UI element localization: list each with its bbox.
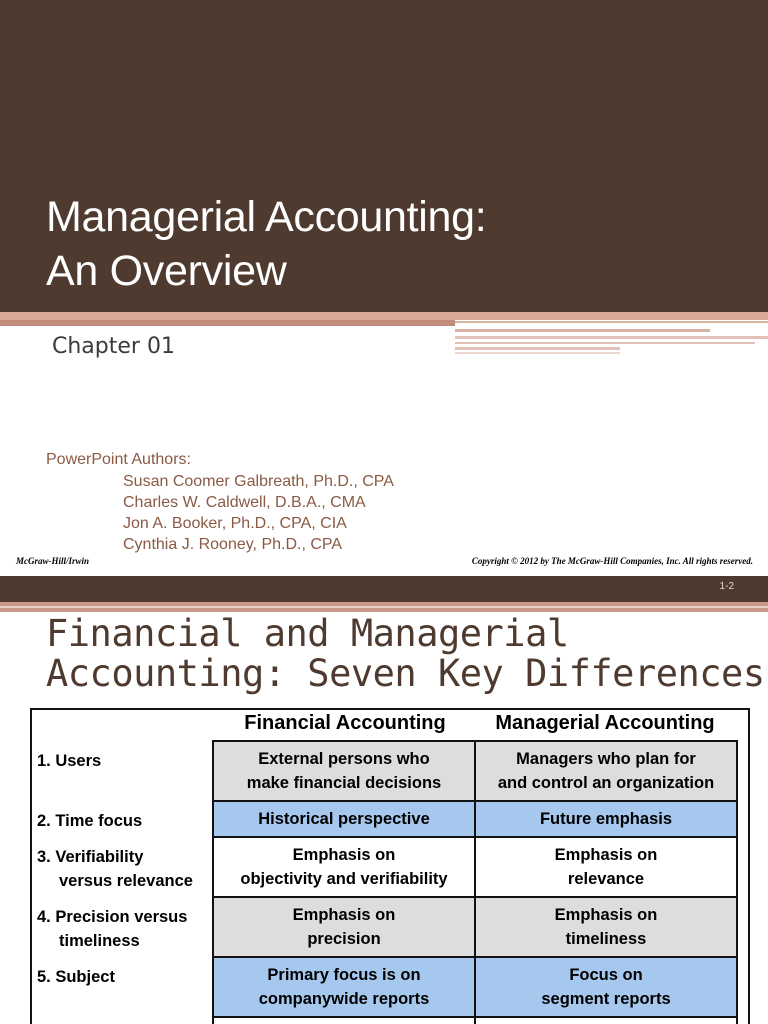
row-label-text: 4. Precision versus [37,908,188,926]
table-cell-financial [212,956,476,1018]
cell-text: Managers who plan for [516,750,696,768]
slide-title [46,614,765,694]
decor-stripe [0,312,768,320]
cell-text: Emphasis on [554,846,658,864]
decor-stripe [0,606,768,608]
cell-text: make financial decisions [246,774,442,792]
publisher-footer: McGraw-Hill/Irwin [16,556,90,566]
table-cell-financial [212,836,476,898]
chapter-label: Chapter 01 [52,334,175,359]
slide-title [46,190,486,298]
cell-text: Emphasis on [554,906,658,924]
cell-text: Primary focus is on [267,966,421,984]
content-slide [0,576,768,1024]
author-name: Cynthia J. Rooney, Ph.D., CPA [123,536,343,553]
author-name: Susan Coomer Galbreath, Ph.D., CPA [123,473,394,490]
table-cell-managerial [474,1016,738,1024]
row-label-text: 5. Subject [37,968,115,986]
cell-text: objectivity and verifiability [240,870,448,888]
row-label-text: 1. Users [37,752,102,770]
slide-title-line1: Managerial Accounting: [46,193,487,241]
column-header-managerial: Managerial Accounting [495,712,715,734]
decor-stripe [455,336,768,339]
decor-stripe [455,329,710,332]
copyright-footer: Copyright © 2012 by The McGraw-Hill Companies, Inc. All rights reserved. [471,556,753,566]
row-label-text: versus relevance [59,872,193,890]
table-cell-managerial [474,956,738,1018]
slide-title-line1: Financial and Managerial [46,612,569,655]
cell-text: precision [307,930,381,948]
slide-title-line2: Accounting: Seven Key Differences [46,652,765,695]
row-label [37,965,115,989]
row-label [37,845,193,893]
row-label-text: 2. Time focus [37,812,143,830]
page-number: 1-2 [719,581,734,592]
cell-text: Focus on [569,966,643,984]
table-cell-managerial [474,896,738,958]
authors-heading: PowerPoint Authors: [46,451,191,468]
row-label [37,809,142,833]
cell-text: Emphasis on [292,906,396,924]
table-cell-financial [212,740,476,802]
decor-stripe [455,321,768,323]
column-header-financial: Financial Accounting [244,712,446,734]
decor-stripe [455,352,620,354]
cell-text: segment reports [541,990,671,1008]
cell-text: Historical perspective [258,810,430,828]
cell-text: Future emphasis [539,810,673,828]
table-cell-financial [212,896,476,958]
decor-stripe [455,342,755,344]
table-cell-financial [212,1016,476,1024]
cell-text: companywide reports [258,990,430,1008]
cell-text: External persons who [258,750,430,768]
cell-text: Emphasis on [292,846,396,864]
authors-list [123,471,394,555]
table-cell-managerial [474,740,738,802]
row-label [37,749,101,773]
cell-text: relevance [567,870,645,888]
decor-stripe [455,347,620,350]
author-name: Jon A. Booker, Ph.D., CPA, CIA [123,515,347,532]
header-band [0,576,768,602]
row-label-text: 3. Verifiability [37,848,144,866]
author-name: Charles W. Caldwell, D.B.A., CMA [123,494,366,511]
table-cell-managerial [474,836,738,898]
row-label-text: timeliness [59,932,140,950]
decor-stripe [0,320,455,326]
cell-text: and control an organization [497,774,715,792]
table-cell-managerial [474,800,738,838]
row-label [37,905,187,953]
slide-title-line2: An Overview [46,247,287,295]
cell-text: timeliness [565,930,647,948]
table-cell-financial [212,800,476,838]
